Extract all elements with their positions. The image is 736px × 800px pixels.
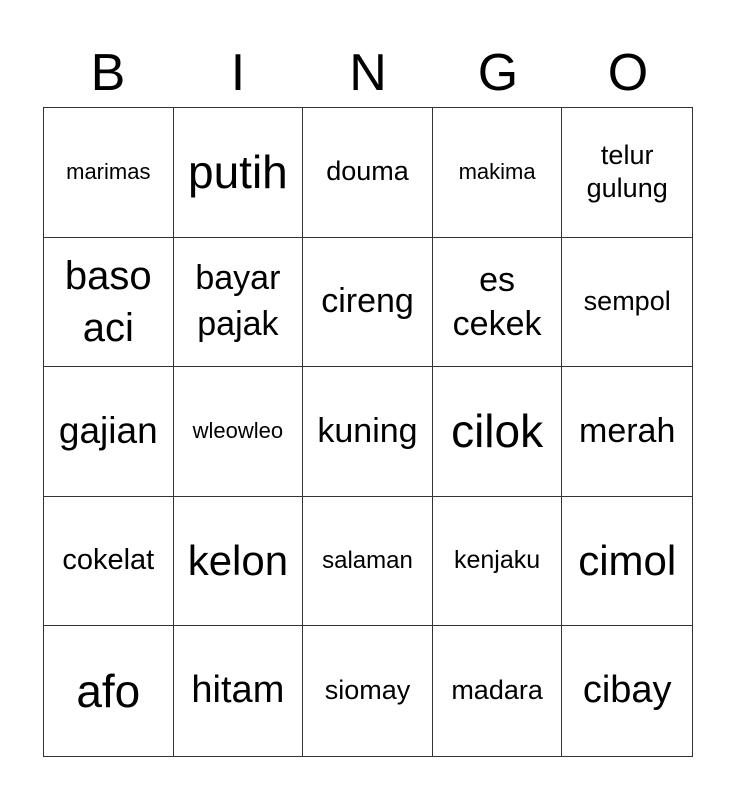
cell-label: es cekek: [452, 260, 542, 343]
cell-label: wleowleo: [192, 418, 284, 444]
cell-label: hitam: [191, 669, 285, 712]
cell-label: kenjaku: [454, 546, 541, 575]
header-letter-n: N: [349, 44, 387, 102]
bingo-cell[interactable]: [433, 626, 563, 756]
cell-label: putih: [188, 146, 288, 198]
bingo-cell[interactable]: [562, 497, 692, 627]
cell-label: telur gulung: [586, 139, 668, 204]
cell-label: salaman: [322, 546, 413, 574]
cell-label: sempol: [583, 286, 671, 317]
cell-label: madara: [451, 675, 543, 706]
bingo-cell[interactable]: [44, 367, 174, 497]
cell-label: bayar pajak: [195, 259, 281, 343]
bingo-cell[interactable]: [44, 497, 174, 627]
bingo-header: [43, 38, 693, 108]
header-letter-g: G: [477, 44, 519, 102]
cell-label: marimas: [66, 159, 151, 185]
bingo-cell[interactable]: [433, 497, 563, 627]
cell-label: makima: [458, 159, 536, 185]
bingo-board: [43, 107, 693, 757]
bingo-cell[interactable]: [303, 367, 433, 497]
header-letter-o: O: [607, 44, 649, 102]
bingo-cell[interactable]: [174, 626, 304, 756]
bingo-cell[interactable]: [562, 238, 692, 368]
bingo-cell[interactable]: [562, 108, 692, 238]
bingo-cell[interactable]: [433, 108, 563, 238]
cell-label: siomay: [324, 675, 411, 706]
bingo-cell[interactable]: [303, 626, 433, 756]
cell-label: cibay: [582, 669, 672, 712]
bingo-cell[interactable]: [44, 108, 174, 238]
cell-label: kuning: [317, 411, 418, 450]
cell-label: baso aci: [64, 253, 152, 350]
bingo-cell[interactable]: [562, 626, 692, 756]
cell-label: kelon: [187, 537, 289, 584]
cell-label: cokelat: [62, 544, 155, 577]
cell-label: cilok: [451, 405, 544, 458]
cell-label: merah: [579, 411, 676, 450]
bingo-cell[interactable]: [174, 367, 304, 497]
cell-label: afo: [76, 664, 141, 717]
bingo-cell[interactable]: [433, 367, 563, 497]
header-letter-i: I: [230, 44, 246, 102]
header-letter-b: B: [90, 44, 126, 102]
bingo-cell[interactable]: [174, 497, 304, 627]
cell-label: gajian: [58, 410, 158, 452]
cell-label: cimol: [578, 537, 677, 584]
bingo-cell[interactable]: [44, 626, 174, 756]
bingo-cell[interactable]: [303, 497, 433, 627]
bingo-cell[interactable]: [562, 367, 692, 497]
bingo-cell[interactable]: [174, 108, 304, 238]
bingo-cell[interactable]: [303, 108, 433, 238]
bingo-cell[interactable]: [433, 238, 563, 368]
bingo-cell[interactable]: [44, 238, 174, 368]
bingo-cell[interactable]: [303, 238, 433, 368]
bingo-cell[interactable]: [174, 238, 304, 368]
cell-label: douma: [326, 156, 409, 187]
cell-label: cireng: [321, 282, 414, 321]
